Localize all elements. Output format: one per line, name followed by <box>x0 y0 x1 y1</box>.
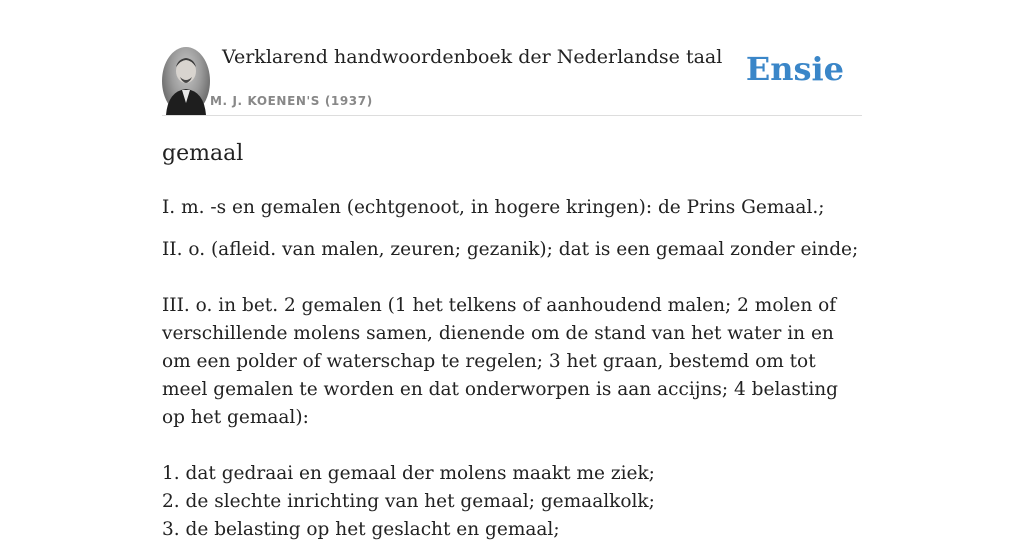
example-item: 1. dat gedraai en gemaal der molens maakt me ziek; <box>162 463 655 484</box>
author-portrait-icon <box>162 47 210 115</box>
sense-2: II. o. (afleid. van malen, zeuren; gezanik); dat is een gemaal zonder einde; <box>162 239 859 260</box>
sense-1: I. m. -s en gemalen (echtgenoot, in hogere kringen): de Prins Gemaal.; <box>162 197 825 218</box>
example-item: 3. de belasting op het geslacht en gemaal; <box>162 519 560 540</box>
site-header <box>162 40 862 116</box>
example-list <box>162 460 862 544</box>
entry-content <box>162 138 862 544</box>
dictionary-title: Verklarend handwoordenboek der Nederlandse taal <box>222 46 723 68</box>
dictionary-source: M. J. KOENEN'S (1937) <box>210 94 373 108</box>
brand-logo-link[interactable]: Ensie <box>745 50 844 88</box>
sense-3: III. o. in bet. 2 gemalen (1 het telkens of aanhoudend malen; 2 molen of verschillende molens samen, dienende om de stand van het water in en om een polder of waterschap te regelen; 3 het graan, bestemd om tot meel gemalen te worden en dat onderworpen is aan accijns; 4 belasting op het gemaal): <box>162 295 839 428</box>
entry-headword: gemaal <box>162 141 244 166</box>
example-item: 2. de slechte inrichting van het gemaal; gemaalkolk; <box>162 491 655 512</box>
